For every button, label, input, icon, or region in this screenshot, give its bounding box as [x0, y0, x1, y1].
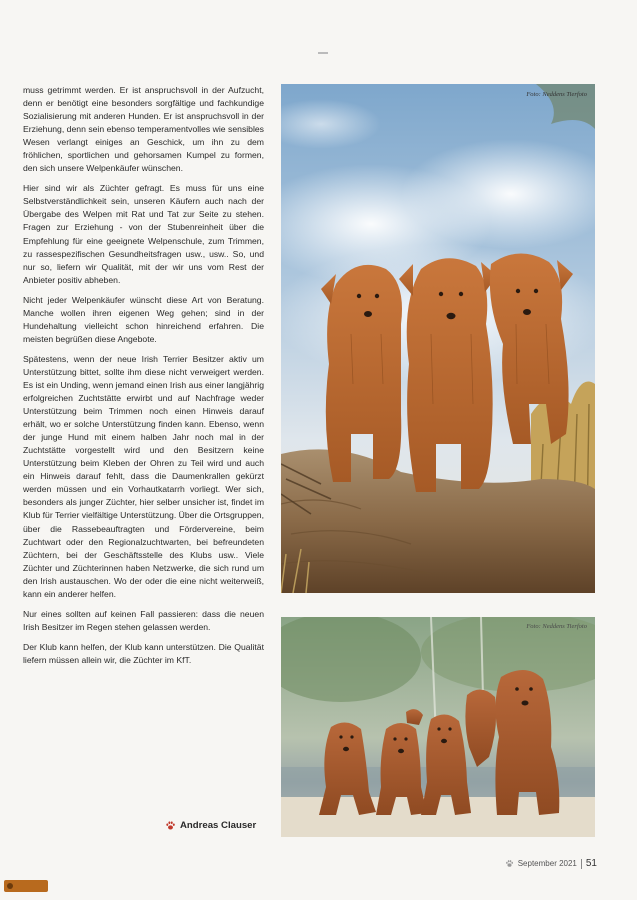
corner-logo-badge — [4, 880, 48, 892]
author-signature — [165, 820, 256, 831]
paw-icon — [505, 859, 514, 868]
photo-three-puppies-image — [281, 84, 595, 593]
logo-dog-icon — [7, 883, 13, 889]
photo-three-puppies — [281, 84, 595, 593]
article-paragraph: Nur eines sollten auf keinen Fall passieren: dass die neuen Irish Besitzer im Regen stehen gelassen werden. — [23, 608, 264, 632]
article-paragraph: Der Klub kann helfen, der Klub kann unterstützen. Die Qualität liefern müssen allein wir, die Züchter im KfT. — [23, 641, 264, 665]
article-paragraph: Nicht jeder Welpenkäufer wünscht diese Art von Beratung. Manche wollen ihren eigenen Weg gehen; sind in der Hundehaltung vielleicht schon hinreichend erfahren. Die meisten begrüßen diese Angebote. — [23, 294, 264, 344]
page-number: 51 — [585, 858, 597, 869]
footer-issue: September 2021 — [517, 859, 577, 868]
paw-icon — [165, 820, 176, 831]
photo-puppy-group — [281, 617, 595, 837]
article-paragraph: Spätestens, wenn der neue Irish Terrier Besitzer aktiv um Unterstützung bittet, sollte ihm diese nicht verweigert werden. Es ist ein Unding, wenn jemand einen Irish aus einer langjährig erfolgreichen Zuchtstätte erwirbt und auf Nachfrage weder Unterstützung beim Trimmen noch einen Hinweis darauf erhält, wo er solche Unterstützung finden kann. Ebenso, wenn der junge Hund mit einem halben Jahr noch mal in der Zuchtstätte vorgestellt wird und den Besitzern keine Unterstützung beim Kleben der Ohren zu Teil wird und auch ein Hinweis darauf fehlt, dass die Daumenkrallen gekürzt werden müssen und ein Vorhautkatarrh vorliegt. Wer sich, besonders als junger Züchter, hier selber unsicher ist, findet im Klub für Terrier vielfältige Unterstützung. Über die Ortsgruppen, über die Rassebeauftragten und Fördervereine, beim Zuchtwart oder den Regionalzuchtwarten, bei befreundeten Züchtern, bei der Geschäftsstelle des Klubs usw.. Viele Züchter und Züchterinnen haben Netzwerke, die sich rund um den Irish austauschen. Wo der oder die eine nicht weiterweiß, kann ein anderer helfen. — [23, 353, 264, 599]
footer-separator — [581, 859, 582, 869]
author-name: Andreas Clauser — [180, 820, 257, 831]
photo-credit-top: Foto: Neddens Tierfoto — [526, 91, 587, 98]
article-paragraph: Hier sind wir als Züchter gefragt. Es muss für uns eine Selbstverständlichkeit sein, unseren Käufern auch nach der Übergabe des Welpen mit Rat und Tat zur Seite zu stehen. Fragen zur Erziehung - von der Stubenreinheit über die Empfehlung für eine geeignete Welpenschule, zum Trimmen, zu rassespezifischen Gesundheitsfragen usw., usw.. So, und nur so, liefern wir Qualität, mit der wir uns vom Rest der Anbieter positiv abheben. — [23, 183, 264, 285]
photo-puppy-group-image — [281, 617, 595, 837]
page-top-mark — [318, 52, 328, 54]
article-paragraph: muss getrimmt werden. Er ist anspruchsvoll in der Aufzucht, denn er benötigt eine besonders sorgfältige und fachkundige Sozialisierung mit anderen Hunden. Er ist anspruchsvoll in der Erziehung, denn sein ebenso temperamentvolles wie sensibles Wesen verlangt einiges an Geschick, um ihn zu dem fröhlichen, sportlichen und gehorsamen Kumpel zu formen, den sich unsere Welpenkäufer wünschen. — [23, 85, 264, 174]
article-text-column — [23, 84, 264, 674]
page-footer — [505, 858, 597, 869]
photo-credit-bottom: Foto: Neddens Tierfoto — [526, 623, 587, 630]
